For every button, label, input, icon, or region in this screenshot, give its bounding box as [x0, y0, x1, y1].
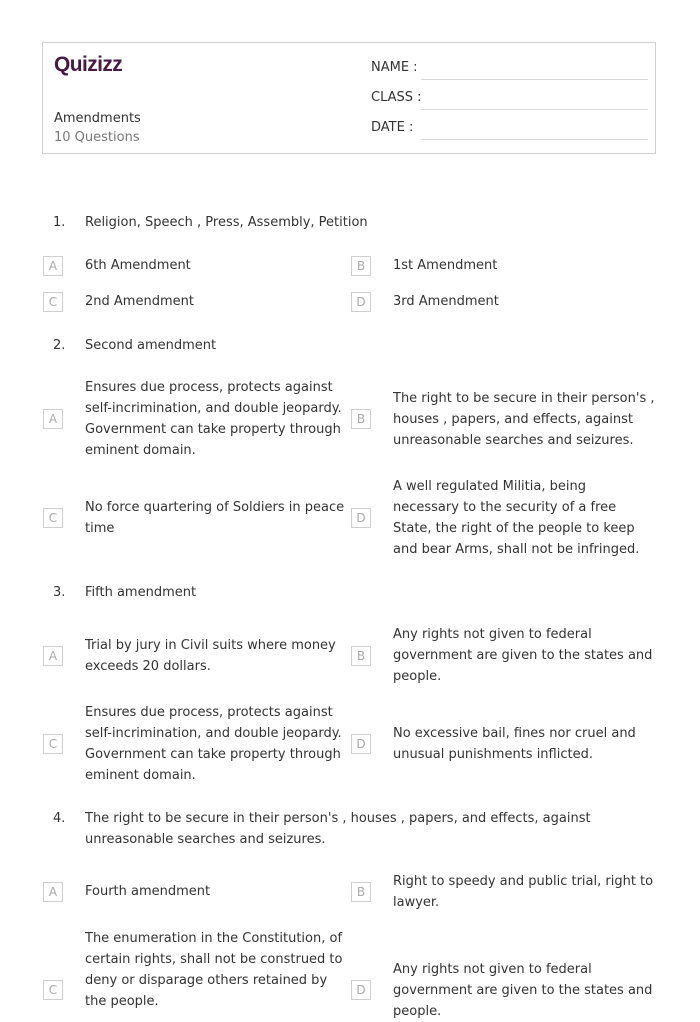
- question-number: 1.: [53, 215, 66, 230]
- option-letter: D: [351, 980, 371, 1000]
- name-line: [421, 79, 648, 80]
- question-count: 10 Questions: [54, 130, 140, 145]
- option-letter: C: [43, 980, 63, 1000]
- option-text: A well regulated Militia, being necessary to the security of a free State, the right of the people to keep and bear Arms, shall not be infringed.: [393, 479, 640, 557]
- option-text: Trial by jury in Civil suits where money exceeds 20 dollars.: [85, 638, 336, 674]
- quizizz-logo: Quizizz: [54, 53, 123, 76]
- option-letter: C: [43, 292, 63, 312]
- option-text: Ensures due process, protects against self-incrimination, and double jeopardy. Government can take property through eminent domain.: [85, 705, 342, 783]
- option-text: 1st Amendment: [393, 258, 498, 273]
- class-field[interactable]: [371, 90, 648, 110]
- worksheet-header: [42, 42, 656, 154]
- class-label: CLASS :: [371, 90, 422, 105]
- option-letter: D: [351, 734, 371, 754]
- question-number: 3.: [53, 585, 66, 600]
- option-letter: B: [351, 409, 371, 429]
- option-letter: D: [351, 508, 371, 528]
- option-letter: A: [43, 646, 63, 666]
- option-letter: D: [351, 292, 371, 312]
- worksheet-title: Amendments: [54, 111, 141, 126]
- option-letter: B: [351, 646, 371, 666]
- date-line: [421, 139, 648, 140]
- option-letter: C: [43, 734, 63, 754]
- date-label: DATE :: [371, 120, 414, 135]
- option-letter: C: [43, 508, 63, 528]
- option-text: 3rd Amendment: [393, 294, 499, 309]
- class-line: [421, 109, 648, 110]
- question-number: 2.: [53, 338, 66, 353]
- option-letter: A: [43, 256, 63, 276]
- option-text: Any rights not given to federal government are given to the states and people.: [393, 962, 653, 1019]
- name-field[interactable]: [371, 60, 648, 80]
- option-text: Ensures due process, protects against self-incrimination, and double jeopardy. Government can take property through eminent domain.: [85, 380, 342, 458]
- option-text: 6th Amendment: [85, 258, 191, 273]
- option-letter: B: [351, 882, 371, 902]
- option-text: Any rights not given to federal government are given to the states and people.: [393, 627, 653, 684]
- option-text: Fourth amendment: [85, 884, 211, 899]
- option-text: No excessive bail, fines nor cruel and unusual punishments inflicted.: [393, 726, 636, 762]
- option-text: The right to be secure in their person's , houses , papers, and effects, against unreasonable searches and seizures.: [393, 391, 655, 448]
- option-text: The enumeration in the Constitution, of certain rights, shall not be construed to deny or disparage others retained by the people.: [85, 931, 343, 1009]
- option-letter: A: [43, 409, 63, 429]
- question-number: 4.: [53, 811, 66, 826]
- question-text: Fifth amendment: [85, 585, 197, 600]
- date-field[interactable]: [371, 120, 648, 140]
- question-text: Second amendment: [85, 338, 217, 353]
- name-label: NAME :: [371, 60, 418, 75]
- question-text: Religion, Speech , Press, Assembly, Petition: [85, 215, 368, 230]
- option-text: 2nd Amendment: [85, 294, 194, 309]
- option-letter: A: [43, 882, 63, 902]
- option-text: No force quartering of Soldiers in peace time: [85, 500, 345, 536]
- question-text: The right to be secure in their person's , houses , papers, and effects, against unreasonable searches and seizures.: [85, 811, 591, 847]
- option-text: Right to speedy and public trial, right to lawyer.: [393, 874, 654, 910]
- option-letter: B: [351, 256, 371, 276]
